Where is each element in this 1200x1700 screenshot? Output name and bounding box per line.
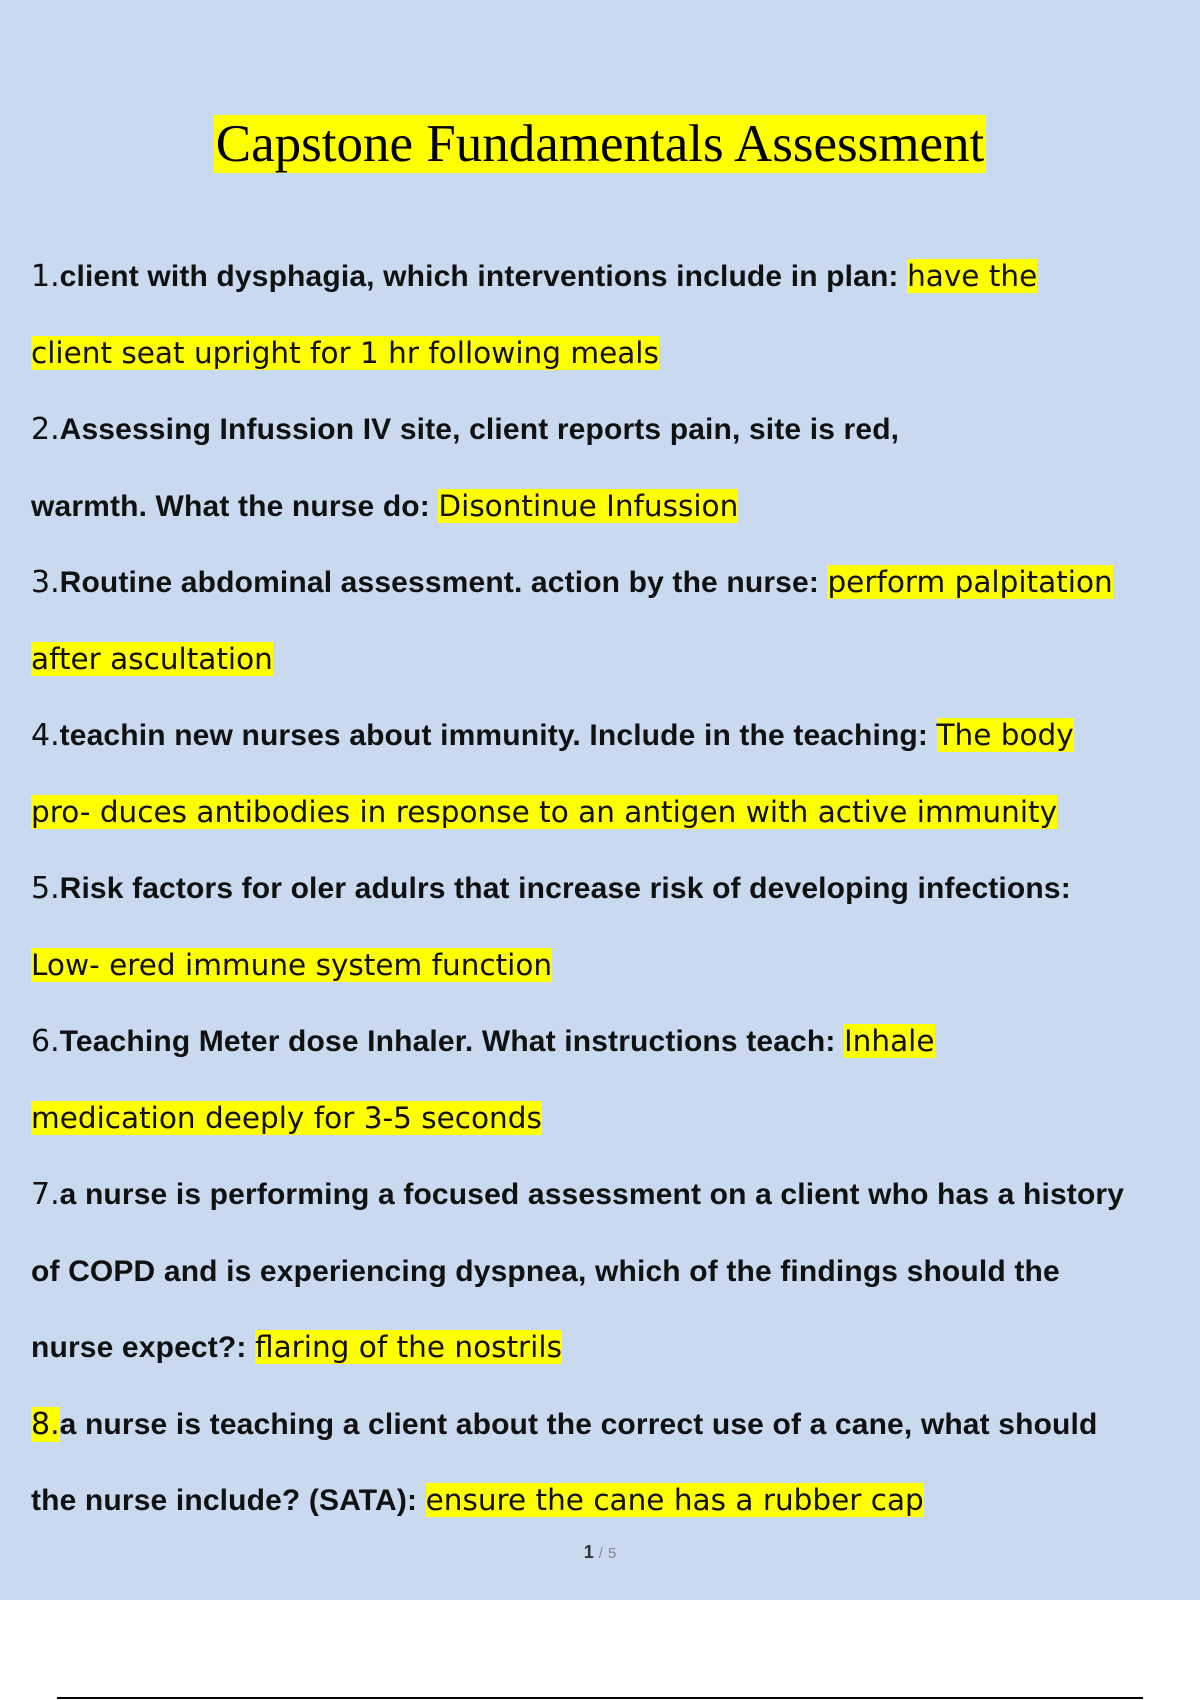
highlighted-answer: after ascultation xyxy=(31,641,273,676)
question-text: nurse expect?: xyxy=(31,1331,255,1364)
question-item xyxy=(31,1003,1199,1156)
question-text: teachin new nurses about immunity. Include in the teaching: xyxy=(59,719,937,752)
highlighted-answer: pro- duces antibodies in response to an antigen with active immunity xyxy=(31,794,1058,829)
question-number: 8. xyxy=(31,1406,60,1442)
question-text: a nurse is performing a focused assessment on a client who has a history xyxy=(59,1178,1125,1211)
question-line xyxy=(31,238,1199,315)
highlighted-answer: have the xyxy=(907,259,1038,293)
highlighted-answer: flaring of the nostrils xyxy=(254,1330,562,1364)
question-line xyxy=(31,621,1199,698)
question-text: Assessing Infussion IV site, client reports pain, site is red, xyxy=(59,413,900,446)
page-separator: / xyxy=(598,1545,603,1562)
question-number: 3. xyxy=(31,565,60,600)
document-title xyxy=(0,112,1200,176)
question-line xyxy=(31,1080,1199,1157)
question-line xyxy=(31,1156,1199,1233)
highlighted-answer: Inhale xyxy=(843,1024,935,1058)
current-page: 1 xyxy=(583,1542,594,1562)
question-number: 7. xyxy=(31,1177,60,1212)
question-item xyxy=(31,391,1199,544)
highlighted-answer: The body xyxy=(936,718,1074,752)
question-number: 5. xyxy=(31,871,60,906)
highlighted-answer: ensure the cane has a rubber cap xyxy=(425,1483,924,1517)
question-item xyxy=(31,238,1199,391)
question-list xyxy=(31,238,1199,1539)
question-text: a nurse is teaching a client about the correct use of a cane, what should xyxy=(59,1407,1098,1441)
page-indicator xyxy=(0,1542,1200,1563)
question-number: 1. xyxy=(31,259,60,294)
question-item xyxy=(31,697,1199,850)
question-text: of COPD and is experiencing dyspnea, which of the findings should the xyxy=(31,1254,1060,1288)
question-line xyxy=(31,850,1199,927)
highlighted-answer: Disontinue Infussion xyxy=(438,488,739,523)
question-number: 2. xyxy=(31,412,60,447)
highlighted-answer: perform palpitation xyxy=(827,565,1113,599)
question-item xyxy=(31,544,1199,697)
question-line xyxy=(31,544,1199,621)
highlighted-answer: Low- ered immune system function xyxy=(31,947,553,982)
question-item xyxy=(31,1386,1199,1539)
question-line xyxy=(31,1233,1199,1310)
highlighted-answer: medication deeply for 3-5 seconds xyxy=(31,1100,542,1135)
highlighted-answer: client seat upright for 1 hr following meals xyxy=(31,335,659,370)
question-line xyxy=(31,1462,1199,1539)
title-text: Capstone Fundamentals Assessment xyxy=(215,115,985,173)
question-item xyxy=(31,1156,1199,1386)
total-pages: 5 xyxy=(607,1545,617,1562)
question-text: warmth. What the nurse do: xyxy=(31,489,439,523)
question-line xyxy=(31,697,1199,774)
question-item xyxy=(31,850,1199,1003)
question-number: 4. xyxy=(31,718,60,753)
question-number: 6. xyxy=(31,1024,60,1059)
page-divider xyxy=(57,1697,1143,1699)
question-line xyxy=(31,1309,1199,1386)
question-line xyxy=(31,774,1199,851)
question-text: the nurse include? (SATA): xyxy=(31,1484,426,1517)
question-text: Routine abdominal assessment. action by the nurse: xyxy=(59,566,828,599)
question-line xyxy=(31,315,1199,392)
question-line xyxy=(31,1003,1199,1080)
question-line xyxy=(31,927,1199,1004)
question-line xyxy=(31,468,1199,545)
question-line xyxy=(31,391,1199,468)
question-text: client with dysphagia, which interventions include in plan: xyxy=(59,260,908,293)
question-text: Risk factors for oler adulrs that increase risk of developing infections: xyxy=(59,872,1071,905)
question-line xyxy=(31,1386,1199,1463)
question-text: Teaching Meter dose Inhaler. What instructions teach: xyxy=(59,1025,844,1058)
